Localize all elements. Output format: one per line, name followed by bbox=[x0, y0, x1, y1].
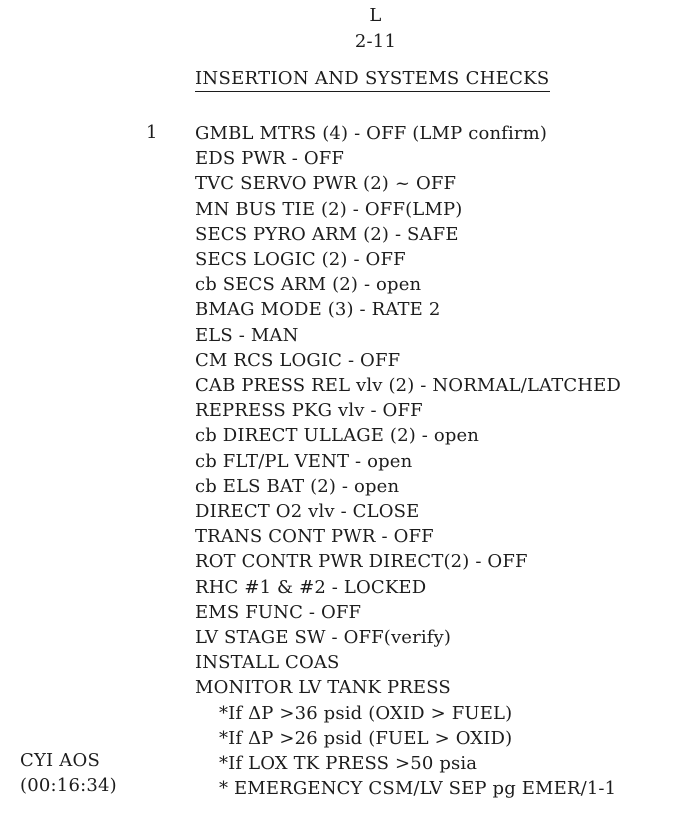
condition-item: *If ΔP >36 psid (OXID > FUEL) bbox=[219, 702, 513, 724]
checklist-item: REPRESS PKG vlv - OFF bbox=[195, 400, 423, 422]
checklist-item: SECS LOGIC (2) - OFF bbox=[195, 249, 406, 271]
aos-station: CYI AOS bbox=[20, 750, 100, 771]
aos-time: (00:16:34) bbox=[20, 775, 117, 797]
margin-note-aos bbox=[20, 748, 117, 798]
checklist-item: TRANS CONT PWR - OFF bbox=[195, 526, 434, 548]
checklist-item: MONITOR LV TANK PRESS bbox=[195, 677, 451, 699]
checklist-item: cb SECS ARM (2) - open bbox=[195, 274, 422, 296]
checklist-item: MN BUS TIE (2) - OFF(LMP) bbox=[195, 198, 463, 220]
step-number: 1 bbox=[146, 122, 158, 143]
checklist-item: GMBL MTRS (4) - OFF (LMP confirm) bbox=[195, 123, 548, 144]
checklist-item: SECS PYRO ARM (2) - SAFE bbox=[195, 223, 459, 245]
checklist-item: ELS - MAN bbox=[195, 324, 299, 346]
section-letter: L bbox=[369, 5, 382, 26]
checklist-item: TVC SERVO PWR (2) ~ OFF bbox=[195, 173, 457, 195]
checklist-item: RHC #1 & #2 - LOCKED bbox=[195, 576, 427, 598]
checklist-item: EMS FUNC - OFF bbox=[195, 601, 362, 623]
checklist-item: ROT CONTR PWR DIRECT(2) - OFF bbox=[195, 551, 528, 573]
checklist-item: EDS PWR - OFF bbox=[195, 148, 344, 170]
checklist-items bbox=[195, 121, 621, 801]
condition-item: * EMERGENCY CSM/LV SEP pg EMER/1-1 bbox=[219, 778, 617, 800]
checklist-item: LV STAGE SW - OFF(verify) bbox=[195, 627, 452, 649]
checklist-item: cb FLT/PL VENT - open bbox=[195, 450, 413, 472]
checklist-item: cb ELS BAT (2) - open bbox=[195, 475, 400, 497]
condition-item: *If LOX TK PRESS >50 psia bbox=[219, 753, 478, 775]
checklist-item: DIRECT O2 vlv - CLOSE bbox=[195, 501, 420, 523]
checklist-item: cb DIRECT ULLAGE (2) - open bbox=[195, 425, 480, 447]
page-number: 2-11 bbox=[354, 31, 397, 52]
checklist-item: CM RCS LOGIC - OFF bbox=[195, 349, 401, 371]
checklist-item: CAB PRESS REL vlv (2) - NORMAL/LATCHED bbox=[195, 375, 622, 397]
page-title: INSERTION AND SYSTEMS CHECKS bbox=[195, 67, 550, 92]
checklist-item: INSTALL COAS bbox=[195, 652, 340, 674]
condition-item: *If ΔP >26 psid (FUEL > OXID) bbox=[219, 727, 513, 749]
checklist-item: BMAG MODE (3) - RATE 2 bbox=[195, 299, 441, 321]
